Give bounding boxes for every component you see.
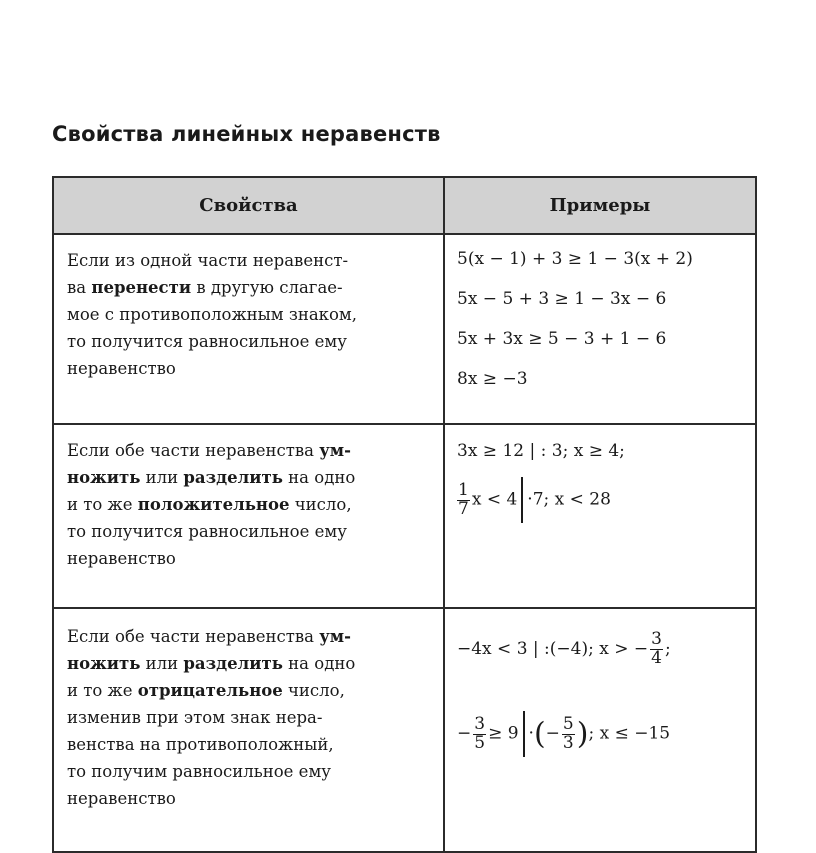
desc-text: неравенство [67,549,176,568]
paren-close: ) [576,716,589,752]
example-text: ; [664,638,671,659]
desc-text: Если из одной части неравенст- [67,251,349,270]
example-line: 5x + 3x ≥ 5 − 3 + 1 − 6 [457,329,667,349]
desc-keyword: разделить [183,654,283,673]
example-text: ≥ 9 [488,723,519,744]
desc-keyword: перенести [91,278,192,297]
properties-table [52,176,757,853]
example-line [457,711,749,757]
property-description [53,608,444,852]
fraction-numerator: 3 [651,629,662,649]
desc-text: на одно [282,654,356,673]
example-line: 5(x − 1) + 3 ≥ 1 − 3(x + 2) [457,249,693,269]
fraction [473,713,486,753]
example-text: x < 4 [471,489,518,510]
table-row [53,424,756,608]
desc-text: и то же [67,681,138,700]
desc-text: то получится равносильное ему [67,332,347,351]
desc-keyword: ум- [319,627,351,646]
fraction [457,479,470,519]
example-cell [444,424,756,608]
fraction-numerator: 3 [474,713,486,734]
example-text: · [528,723,534,744]
desc-text: и то же [67,495,138,514]
fraction-denominator: 7 [458,498,469,519]
table-row [53,234,756,424]
table-header-row [53,177,756,234]
desc-text: то получим равносильное ему [67,762,331,781]
divider-bar [523,711,525,757]
example-text: ; x ≤ −15 [588,723,671,744]
property-description [53,234,444,424]
desc-text: Если обе части неравенства [67,441,320,460]
example-text: − [545,723,560,744]
desc-text: или [140,654,184,673]
desc-text: ва [67,278,92,297]
divider-bar [521,477,523,523]
example-line: 8x ≥ −3 [457,369,528,389]
desc-text: или [140,468,184,487]
desc-keyword: ножить [67,654,141,673]
header-properties: Свойства [53,177,444,234]
desc-text: мое с противоположным знаком, [67,305,357,324]
desc-keyword: отрицательное [137,681,283,700]
desc-text: в другую слагае- [191,278,343,297]
desc-keyword: ум- [319,441,351,460]
fraction-denominator: 5 [474,732,486,753]
example-cell [444,608,756,852]
desc-text: число, [282,681,345,700]
desc-text: на одно [282,468,356,487]
example-line: 3x ≥ 12 | : 3; x ≥ 4; [457,441,625,461]
desc-text: неравенство [67,789,176,808]
desc-keyword: ножить [67,468,141,487]
example-text: ·7; x < 28 [527,489,611,510]
fraction [650,631,663,668]
table-row [53,608,756,852]
example-line [457,631,749,701]
desc-keyword: разделить [183,468,283,487]
fraction-numerator: 1 [458,479,469,500]
example-cell [444,234,756,424]
example-text: −4x < 3 | :(−4); x > − [457,638,649,659]
desc-text: изменив при этом знак нера- [67,708,323,727]
example-line: 5x − 5 + 3 ≥ 1 − 3x − 6 [457,289,667,309]
header-examples: Примеры [444,177,756,234]
example-line [457,477,749,523]
property-description [53,424,444,608]
desc-keyword: положительное [137,495,290,514]
desc-text: неравенство [67,359,176,378]
desc-text: число, [289,495,352,514]
paren-open: ( [533,716,546,752]
fraction-numerator: 5 [562,713,574,734]
example-text: − [457,723,472,744]
fraction [562,713,575,753]
page-title: Свойства линейных неравенств [52,122,441,146]
fraction-denominator: 4 [651,647,662,668]
desc-text: то получится равносильное ему [67,522,347,541]
desc-text: венства на противоположный, [67,735,334,754]
fraction-denominator: 3 [562,732,574,753]
desc-text: Если обе части неравенства [67,627,320,646]
